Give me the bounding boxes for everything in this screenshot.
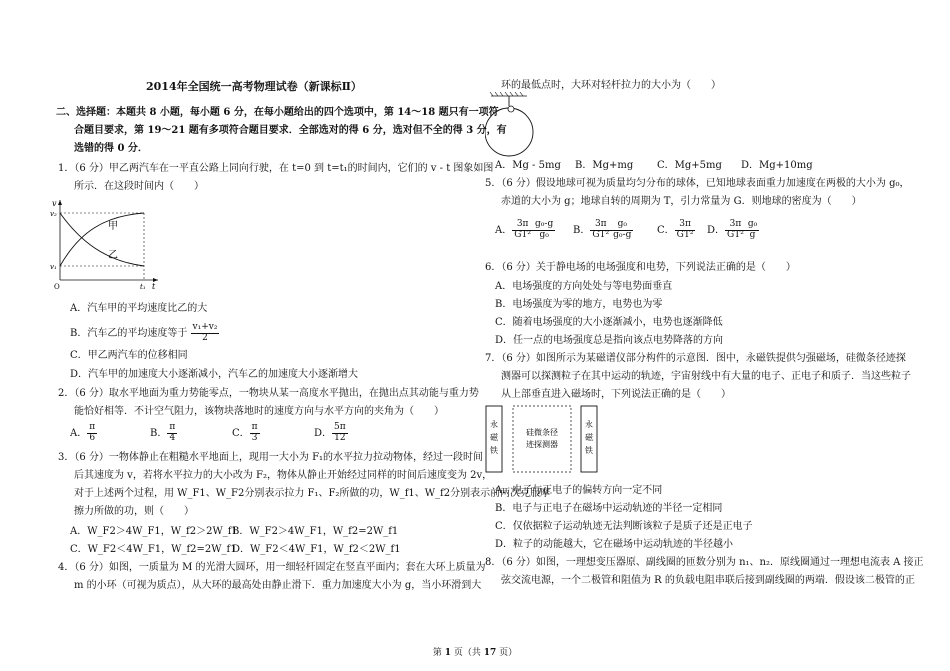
q5-stem-line-1: 5．（6 分）假设地球可视为质量均匀分布的球体，已知地球表面重力加速度在两极的大小为 g₀， — [485, 178, 910, 189]
magnet-right-char-1: 永 — [585, 420, 593, 429]
q1-stem-line-1: 1．（6 分）甲乙两汽车在一平直公路上同向行驶，在 t=0 到 t=t₁的时间内，它们的 v - t 图象如图 — [58, 163, 494, 174]
q3-option-c: C．W_F2＜4W_F1，W_f2=2W_f1 — [70, 544, 237, 555]
q1-option-b: B．汽车乙的平均速度等于 $\frac{\text{v₁+v₂}}{2}$ — [70, 322, 218, 343]
graph-yi-label: 乙 — [108, 250, 118, 261]
q3-option-d: D．W_F2＜4W_F1，W_f2＜2W_f1 — [232, 544, 401, 555]
q6-option-d: D．任一点的电场强度总是指向该点电势降落的方向 — [495, 335, 724, 346]
detector-label-line-1: 硅微条径 — [526, 428, 558, 437]
q7-spectrometer-diagram — [485, 405, 600, 475]
q4-option-c: C．Mg+5mg — [657, 160, 722, 171]
q3-stem-line-3: 对于上述两个过程，用 W_F1、W_F2分别表示拉力 F₁、F₂所做的功，W_f1、W_f2分别表示前两次克服摩 — [74, 488, 551, 499]
q4-stem-continued: 环的最低点时，大环对轻杆拉力的大小为（ ） — [501, 80, 721, 91]
q2-stem-line-1: 2．（6 分）取水平地面为重力势能零点，一物块从某一高度水平抛出，在抛出点其动能与重力势 — [58, 388, 479, 399]
q6-option-a: A．电场强度的方向处处与等电势面垂直 — [495, 281, 673, 292]
q7-option-c: C．仅依据粒子运动轨迹无法判断该粒子是质子还是正电子 — [495, 521, 753, 532]
q3-option-b: B．W_F2＞4W_F1，W_f2=2W_f1 — [232, 526, 399, 537]
detector-label-line-2: 迹探测器 — [526, 440, 558, 449]
q4-ring-diagram — [485, 92, 545, 158]
q2-option-b: B． $\frac{\pi}{4}$ — [150, 422, 176, 443]
q7-stem-line-2: 测器可以探测粒子在其中运动的轨迹，宇宙射线中有大量的电子、正电子和质子．当这些粒子 — [501, 371, 911, 382]
q4-option-a: A．Mg - 5mg — [495, 160, 561, 171]
graph-v1-label: v₁ — [50, 263, 57, 271]
q6-option-b: B．电场强度为零的地方，电势也为零 — [495, 299, 663, 310]
q7-stem-line-3: 从上部垂直进入磁场时，下列说法正确的是（ ） — [501, 389, 731, 400]
q3-stem-line-1: 3．（6 分）一物体静止在粗糙水平地面上，现用一大小为 F₁的水平拉力拉动物体，经过一段时间 — [58, 452, 484, 463]
q7-option-a: A．电子与正电子的偏转方向一定不同 — [495, 485, 663, 496]
q8-stem-line-2: 弦交流电源，一个二极管和阻值为 R 的负载电阻串联后接到副线圈的两端．假设该二极管的正 — [501, 575, 915, 586]
q3-stem-line-2: 后其速度为 v，若将水平拉力的大小改为 F₂，物体从静止开始经过同样的时间后速度变为 2v， — [74, 470, 493, 481]
section-line-2: 合题目要求，第 19～21 题有多项符合题目要求．全部选对的得 6 分，选对但不全的得 3 分，有 — [74, 125, 507, 136]
graph-t-label: t — [152, 282, 156, 291]
q7-option-b: B．电子与正电子在磁场中运动轨迹的半径一定相同 — [495, 503, 723, 514]
q3-stem-line-4: 擦力所做的功，则（ ） — [74, 506, 194, 517]
q4-option-d: D．Mg+10mg — [741, 160, 813, 171]
magnet-left-char-1: 永 — [490, 420, 498, 429]
q5-option-b: B． $\frac{3\pi}{\text{GT²}}$ $\frac{\text{g₀}}{\text{g₀-g}}$ — [573, 219, 632, 240]
total-page-count: 17 — [483, 648, 497, 658]
q5-option-c: C． $\frac{3\pi}{\text{GT²}}$ — [657, 219, 694, 240]
q4-stem-line-1: 4．（6 分）如图，一质量为 M 的光滑大圆环，用一细轻杆固定在竖直平面内；套在大环上质量为 — [58, 562, 486, 573]
graph-v-label: v — [52, 199, 57, 208]
magnet-left-char-3: 铁 — [490, 446, 498, 455]
q6-stem: 6．（6 分）关于静电场的电场强度和电势，下列说法正确的是（ ） — [485, 262, 796, 273]
q1-stem-line-2: 所示．在这段时间内（ ） — [74, 181, 204, 192]
q5-stem-line-2: 赤道的大小为 g；地球自转的周期为 T，引力常量为 G．则地球的密度为（ ） — [501, 196, 862, 207]
section-line-3: 选错的得 0 分． — [74, 143, 148, 154]
q4-stem-line-2: m 的小环（可视为质点），从大环的最高处由静止滑下．重力加速度大小为 g，当小环滑到大 — [74, 580, 482, 591]
q2-option-c: C． $\frac{\pi}{3}$ — [232, 422, 258, 443]
graph-jia-label: 甲 — [108, 221, 118, 232]
magnet-right-char-2: 磁 — [585, 433, 593, 442]
q6-option-c: C．随着电场强度的大小逐渐减小，电势也逐渐降低 — [495, 317, 723, 328]
magnet-left-char-2: 磁 — [490, 433, 498, 442]
q8-stem-line-1: 8．（6 分）如图，一理想变压器原、副线圈的匝数分别为 n₁、n₂．原线圈通过一理想电流表 A 接正 — [485, 557, 924, 568]
graph-v2-label: v₂ — [50, 210, 57, 218]
q3-option-a: A．W_F2＞4W_F1，W_f2＞2W_f1 — [70, 526, 238, 537]
q2-option-d: D． $\frac{5\pi}{12}$ — [314, 422, 346, 443]
q1-vt-graph — [50, 196, 162, 291]
q1-option-c: C．甲乙两汽车的位移相同 — [70, 350, 188, 361]
q5-option-d: D． $\frac{3\pi}{\text{GT²}}$ $\frac{\text{g₀}}{g}$ — [707, 219, 758, 240]
magnet-right-char-3: 铁 — [585, 446, 593, 455]
q2-option-a: A． $\frac{\pi}{6}$ — [70, 422, 96, 443]
q7-option-d: D．粒子的动能越大，它在磁场中运动轨迹的半径越小 — [495, 539, 734, 550]
q5-option-a: A． $\frac{3\pi}{\text{GT²}}$ $\frac{\text{g₀-g}}{\text{g₀}}$ — [495, 219, 554, 240]
q1-option-d: D．汽车甲的加速度大小逐渐减小，汽车乙的加速度大小逐渐增大 — [70, 369, 359, 380]
graph-t1-label: t₁ — [140, 283, 146, 291]
page-footer: 第 1 页（共 17 页） — [432, 648, 518, 658]
q7-stem-line-1: 7．（6 分）如图所示为某磁谱仪部分构件的示意图．图中，永磁铁提供匀强磁场，硅微条径迹探 — [485, 353, 906, 364]
q1-option-a: A．汽车甲的平均速度比乙的大 — [70, 303, 208, 314]
current-page-number: 1 — [444, 648, 451, 658]
section-line-1: 二、选择题：本题共 8 小题，每小题 6 分，在每小题给出的四个选项中，第 14～18 题只有一项符 — [56, 107, 499, 118]
graph-origin-label: O — [54, 283, 60, 291]
q4-option-b: B．Mg+mg — [575, 160, 634, 171]
page-title: 2014年全国统一高考物理试卷（新课标Ⅱ） — [146, 80, 362, 93]
q2-stem-line-2: 能恰好相等．不计空气阻力，该物块落地时的速度方向与水平方向的夹角为（ ） — [74, 406, 444, 417]
